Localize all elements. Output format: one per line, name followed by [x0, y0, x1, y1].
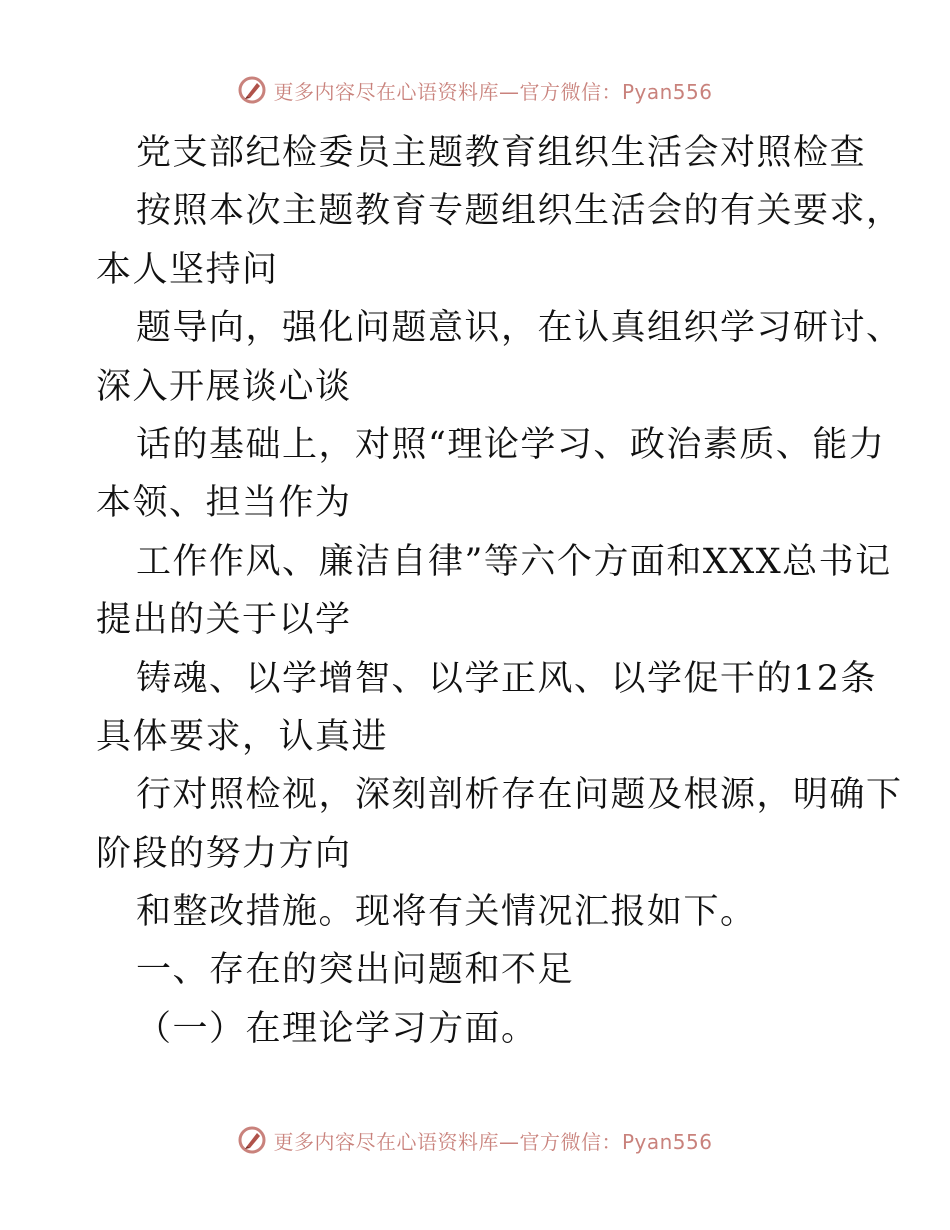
doc-line: 按照本次主题教育专题组织生活会的有关要求， [136, 191, 903, 232]
doc-line: 本人坚持问 [96, 249, 279, 290]
doc-title: 党支部纪检委员主题教育组织生活会对照检查 [136, 133, 867, 173]
doc-line: 具体要求，认真进 [96, 716, 389, 757]
watermark-text: 更多内容尽在心语资料库—官方微信：Pyan556 [273, 1129, 713, 1154]
doc-line: 深入开展谈心谈 [96, 366, 352, 407]
doc-line: 阶段的努力方向 [96, 833, 352, 874]
section-heading: 一、存在的突出问题和不足 [136, 950, 575, 991]
doc-line: 和整改措施。现将有关情况汇报如下。 [136, 892, 757, 933]
doc-line: 提出的关于以学 [96, 600, 352, 641]
watermark-footer [0, 1120, 950, 1160]
watermark-text: 更多内容尽在心语资料库—官方微信：Pyan556 [273, 79, 713, 104]
doc-line: 行对照检视，深刻剖析存在问题及根源，明确下 [136, 775, 903, 816]
doc-line: 本领、担当作为 [96, 483, 352, 524]
subsection-heading: （一）在理论学习方面。 [136, 1008, 538, 1049]
doc-line: 话的基础上，对照“理论学习、政治素质、能力 [136, 424, 886, 465]
doc-line: 题导向，强化问题意识，在认真组织学习研讨、 [136, 308, 903, 349]
pen-logo-icon [237, 75, 267, 105]
doc-line: 工作作风、廉洁自律”等六个方面和XXX总书记 [136, 541, 892, 582]
watermark-header [0, 70, 950, 110]
pen-logo-icon [237, 1125, 267, 1155]
document-body [96, 124, 903, 1058]
doc-line: 铸魂、以学增智、以学正风、以学促干的12条 [136, 658, 878, 699]
